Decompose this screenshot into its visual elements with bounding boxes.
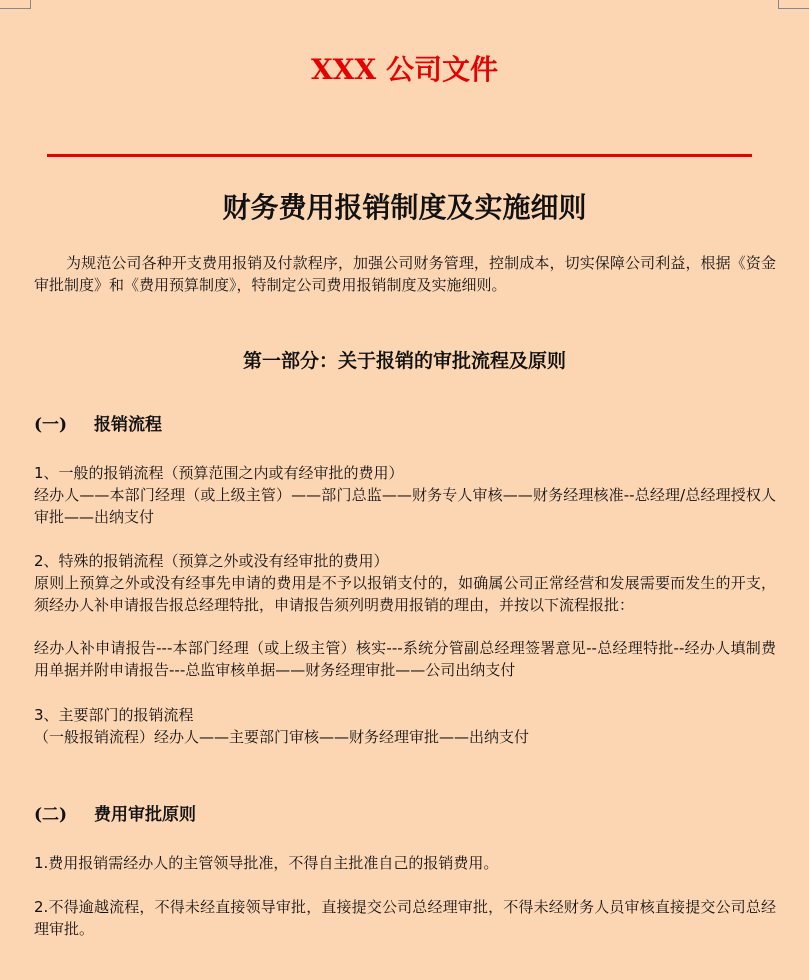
section-two-heading bbox=[34, 800, 196, 825]
company-file-header: XXX 公司文件 bbox=[311, 53, 498, 86]
approval-rule-2 bbox=[34, 896, 776, 940]
intro-paragraph: 为规范公司各种开支费用报销及付款程序，加强公司财务管理，控制成本，切实保障公司利益，根据《资金审批制度》和《费用预算制度》，特制定公司费用报销制度及实施细则。 bbox=[34, 254, 776, 294]
item-special-flow bbox=[34, 550, 776, 616]
document-title: 财务费用报销制度及实施细则 bbox=[222, 191, 587, 224]
item-main-dept-flow-title: 3、主要部门的报销流程 bbox=[34, 706, 194, 724]
page-corner-mark-left bbox=[0, 0, 31, 9]
section-one-heading bbox=[34, 410, 162, 435]
item-general-flow-body: 经办人——本部门经理（或上级主管）——部门总监——财务专人审核——财务经理核准--总经理/总经理授权人审批——出纳支付 bbox=[34, 486, 776, 526]
section-two-title: 费用审批原则 bbox=[94, 805, 196, 825]
page-corner-mark-right bbox=[778, 0, 809, 9]
item-special-flow-steps-text: 经办人补申请报告---本部门经理（或上级主管）核实---系统分管副总经理签署意见--总经理特批--经办人填制费用单据并附申请报告---总监审核单据——财务经理审批——公司出纳支付 bbox=[34, 639, 776, 679]
approval-rule-1-text: 1.费用报销需经办人的主管领导批准，不得自主批准自己的报销费用。 bbox=[34, 854, 499, 872]
item-general-flow bbox=[34, 462, 776, 528]
item-special-flow-steps bbox=[34, 637, 776, 681]
item-special-flow-title: 2、特殊的报销流程（预算之外或没有经审批的费用） bbox=[34, 552, 389, 570]
section-one-number: (一) bbox=[34, 415, 68, 435]
part-one-heading: 第一部分：关于报销的审批流程及原则 bbox=[242, 350, 566, 372]
section-two-number: (二) bbox=[34, 805, 68, 825]
section-one-title: 报销流程 bbox=[94, 415, 162, 435]
item-main-dept-flow bbox=[34, 704, 776, 748]
red-header-rule bbox=[47, 154, 752, 157]
approval-rule-2-text: 2.不得逾越流程，不得未经直接领导审批，直接提交公司总经理审批，不得未经财务人员审核直接提交公司总经理审批。 bbox=[34, 898, 776, 938]
item-general-flow-title: 1、一般的报销流程（预算范围之内或有经审批的费用） bbox=[34, 464, 404, 482]
item-special-flow-body: 原则上预算之外或没有经事先申请的费用是不予以报销支付的，如确属公司正常经营和发展需要而发生的开支，须经办人补申请报告报总经理特批，申请报告须列明费用报销的理由，并按以下流程报批： bbox=[34, 574, 776, 614]
item-main-dept-flow-body: （一般报销流程）经办人——主要部门审核——财务经理审批——出纳支付 bbox=[34, 728, 530, 746]
approval-rule-1 bbox=[34, 852, 776, 874]
